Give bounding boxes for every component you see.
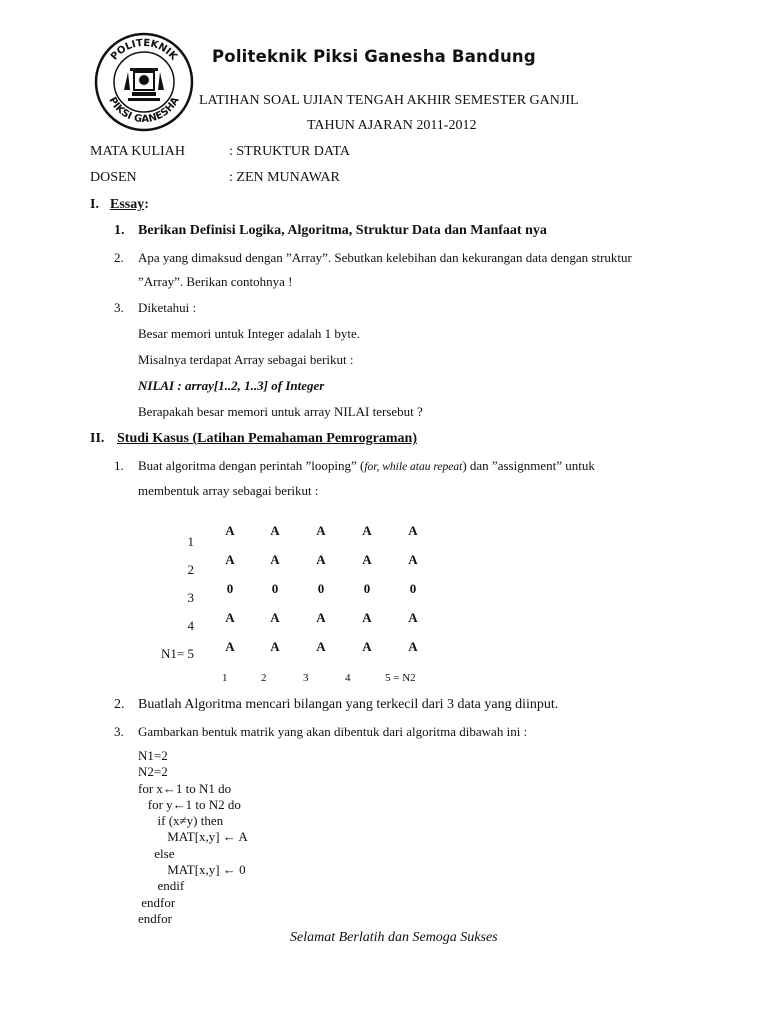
s1-q3-line5: Berapakah besar memori untuk array NILAI tersebut ? [138,404,423,419]
matrix-cell: A [225,552,235,567]
matrix-cell: A [316,552,326,567]
s1-q1-text: Berikan Definisi Logika, Algoritma, Struktur Data dan Manfaat nya [138,223,547,238]
matrix-row [200,610,440,630]
code-line: N2=2 [138,764,168,780]
matrix-col-label: 4 [345,672,351,684]
code-line: else [138,845,175,861]
matrix-row [200,639,440,659]
s2-q1-line2: membentuk array sebagai berikut : [138,483,319,498]
matrix-cell: A [408,610,418,625]
matrix-cell: A [270,610,280,625]
matrix-cell: A [316,523,326,538]
logo-text-top: POLITEKNIK [108,37,180,63]
matrix-row-label: 4 [187,618,194,633]
lecturer-label: DOSEN [90,170,137,185]
course-value: : STRUKTUR DATA [229,144,350,159]
code-line: endif [138,878,185,894]
matrix-cell: A [408,639,418,654]
exam-title: LATIHAN SOAL UJIAN TENGAH AKHIR SEMESTER GANJIL [199,93,579,108]
s1-q3-line1: Diketahui : [138,300,197,315]
school-seal-logo [94,32,194,132]
matrix-row-label: 2 [187,562,194,577]
s1-q2-line1: Apa yang dimaksud dengan ”Array”. Sebutkan kelebihan dan kekurangan data dengan struktur [138,250,632,265]
matrix-cell: A [362,610,372,625]
matrix-row [200,581,440,601]
code-line: endfor [138,894,176,910]
s2-q2-text: Buatlah Algoritma mencari bilangan yang terkecil dari 3 data yang diinput. [138,697,559,712]
school-name: Politeknik Piksi Ganesha Bandung [212,47,536,66]
matrix-cell: A [362,552,372,567]
matrix-cell: 0 [271,581,279,596]
code-line: MAT[x,y] ← 0 [138,862,246,878]
s2-q2-number: 2. [114,697,125,712]
matrix-cell: A [270,523,280,538]
closing-message: Selamat Berlatih dan Semoga Sukses [290,930,498,945]
matrix-row-label: N1= 5 [161,646,194,661]
s2-q1-line1 [138,458,696,474]
matrix-cell: A [362,639,372,654]
matrix-cell: A [270,552,280,567]
s1-q3-line3: Misalnya terdapat Array sebagai berikut : [138,352,354,367]
section1-heading [110,197,149,213]
matrix-row [200,523,440,543]
matrix-row-label: 3 [187,590,194,605]
matrix-cell: 0 [317,581,325,596]
matrix-cell: 0 [409,581,417,596]
matrix-cell: A [270,639,280,654]
logo-text-bottom: PIKSI GANESHA [106,95,182,126]
section2-title: Studi Kasus (Latihan Pemahaman Pemrograman) [117,431,417,446]
matrix-cell: A [408,523,418,538]
matrix-cell: A [362,523,372,538]
matrix-cell: 0 [226,581,234,596]
s1-q3-declaration: NILAI : array[1..2, 1..3] of Integer [138,378,325,393]
section1-title: Essay [110,197,145,212]
matrix-col-label: 3 [303,672,309,684]
s2-q1-part1: Buat algoritma dengan perintah ”looping” (for, while atau repeat) dan ”assignment” untuk [138,458,595,473]
section2-numeral: II. [90,431,105,446]
s2-q3-text: Gambarkan bentuk matrik yang akan dibentuk dari algoritma dibawah ini : [138,724,528,739]
matrix-col-label: 2 [261,672,267,684]
matrix-cell: A [225,523,235,538]
matrix-row [200,552,440,572]
s1-q2-number: 2. [114,250,124,265]
s1-q3-number: 3. [114,300,124,315]
matrix-cell: 0 [363,581,371,596]
code-line: endfor [138,910,172,926]
section1-title-suffix: : [144,197,149,212]
matrix-cell: A [316,639,326,654]
matrix-cell: A [225,610,235,625]
s2-q1-loop-types: for, while atau repeat [364,461,463,473]
matrix-col-label: 5 = N2 [385,672,416,684]
course-label: MATA KULIAH [90,144,185,159]
matrix-col-label: 1 [222,672,228,684]
code-line: N1=2 [138,748,168,763]
s1-q2-line2: ”Array”. Berikan contohnya ! [138,274,293,289]
code-line: for x←1 to N1 do [138,780,232,796]
s1-q3-line2: Besar memori untuk Integer adalah 1 byte. [138,326,361,341]
section1-numeral: I. [90,197,99,212]
s1-q1-number: 1. [114,223,125,238]
code-line: MAT[x,y] ← A [138,829,248,845]
s2-q3-number: 3. [114,724,124,739]
code-line: for y←1 to N2 do [138,796,241,812]
algorithm-code [138,748,248,927]
lecturer-value: : ZEN MUNAWAR [229,170,340,185]
academic-year: TAHUN AJARAN 2011-2012 [307,118,477,133]
code-line: if (x≠y) then [138,813,224,829]
matrix-row-label: 1 [187,534,194,549]
s2-q1-number: 1. [114,458,124,473]
matrix-cell: A [408,552,418,567]
matrix-cell: A [316,610,326,625]
matrix-cell: A [225,639,235,654]
